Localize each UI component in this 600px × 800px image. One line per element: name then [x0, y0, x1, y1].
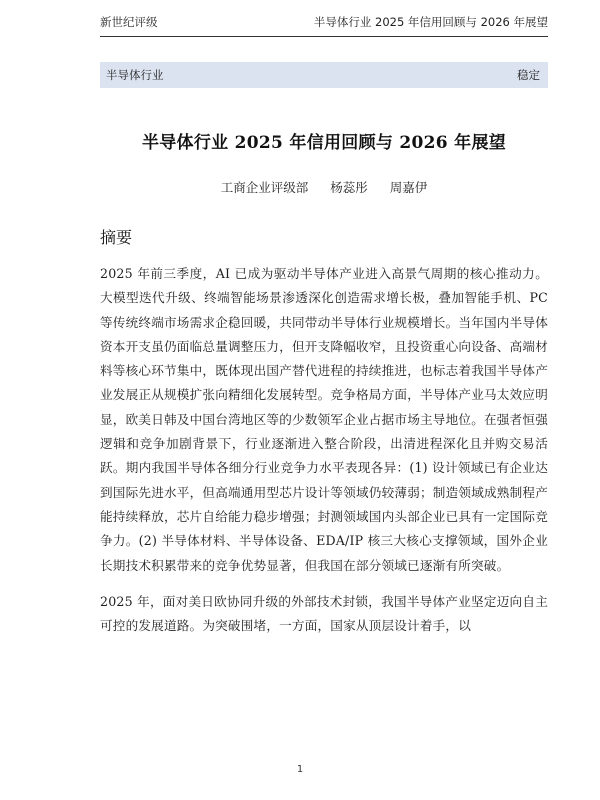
header-publisher: 新世纪评级 [100, 15, 158, 29]
authors-line [100, 178, 548, 196]
header-report-title: 半导体行业 2025 年信用回顾与 2026 年展望 [313, 15, 548, 29]
abstract-body [100, 262, 548, 650]
abstract-paragraph: 2025 年，面对美日欧协同升级的外部技术封锁，我国半导体产业坚定迈向自主可控的发展道路。为突破围堵，一方面，国家从顶层设计着手，以 [100, 593, 548, 634]
page-number: 1 [296, 764, 304, 775]
sector-label: 半导体行业 [106, 68, 164, 82]
report-title: 半导体行业 2025 年信用回顾与 2026 年展望 [141, 133, 507, 153]
running-header [100, 14, 548, 37]
abstract-paragraph: 2025 年前三季度，AI 已成为驱动半导体产业进入高景气周期的核心推动力。大模型迭代升级、终端智能场景渗透深化创造需求增长极，叠加智能手机、PC 等传统终端市场需求企稳回暖，共同带动半导体行业规模增长。当年国内半导体资本开支虽仍面临总量调整压力，但开支降幅收窄，且投资重心向设备、高端材料等核心环节集中，既体现出国产替代进程的持续推进，也标志着我国半导体产业发展正从规模扩张向精细化发展转型。竞争格局方面，半导体产业马太效应明显，欧美日韩及中国台湾地区等的少数领军企业占据市场主导地位。在强者恒强逻辑和竞争加剧背景下，行业逐渐进入整合阶段，出清进程深化且并购交易活跃。期内我国半导体各细分行业竞争力水平表现各异：(1) 设计领域已有企业达到国际先进水平，但高端通用型芯片设计等领域仍较薄弱；制造领域成熟制程产能持续释放，芯片自给能力稳步增强；封测领域国内头部企业已具有一定国际竞争力。(2) 半导体材料、半导体设备、EDA/IP 核三大核心支撑领域，国外企业长期技术积累带来的竞争优势显著，但我国在部分领域已逐渐有所突破。 [100, 266, 548, 573]
sector-band [100, 62, 548, 88]
outlook-label: 稳定 [517, 68, 540, 82]
author-name: 杨蕊彤 [330, 180, 368, 195]
abstract-heading: 摘要 [100, 228, 133, 247]
author-department: 工商企业评级部 [220, 180, 309, 195]
author-name: 周嘉伊 [389, 180, 428, 195]
